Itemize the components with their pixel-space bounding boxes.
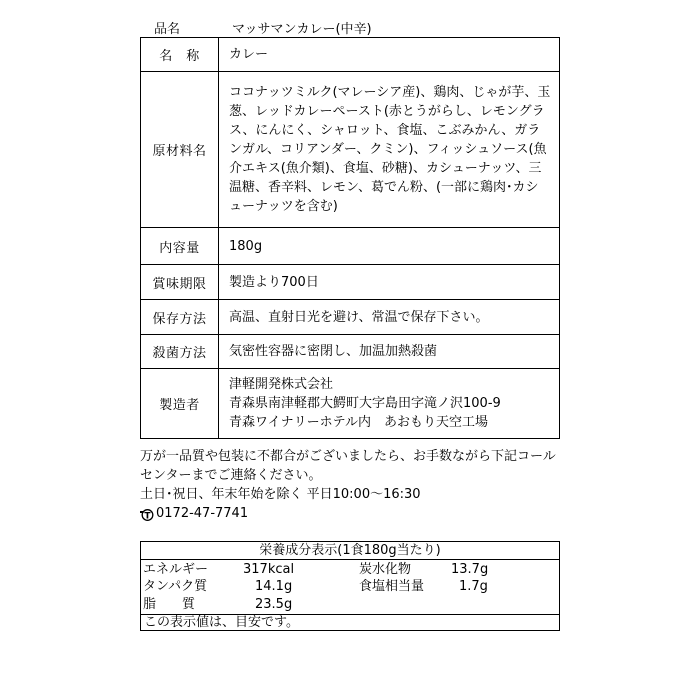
table-row (141, 369, 560, 439)
nutrition-table (140, 541, 560, 631)
nutrition-row (141, 596, 559, 613)
field-label: 保存方法 (141, 300, 219, 335)
table-row (141, 72, 560, 228)
contact-tel-number: 0172-47-7741 (156, 506, 249, 521)
manufacturer-facility: 青森ワイナリーホテル内 あおもり天空工場 (229, 415, 488, 430)
field-value: 製造より700日 (219, 265, 560, 300)
field-label: 原材料名 (141, 72, 219, 228)
nutrition-note: この表示値は、目安です。 (141, 614, 559, 630)
field-value: 180g (219, 228, 560, 265)
table-row (141, 265, 560, 300)
nutrition-row (141, 578, 559, 595)
svg-text:T: T (144, 511, 151, 521)
contact-message: 万が一品質や包装に不都合がございましたら、お手数ながら下記コールセンターまでご連絡ください。 (140, 449, 556, 483)
telephone-icon (140, 508, 155, 520)
manufacturer-address: 青森県南津軽郡大鰐町大字島田字滝ノ沢100-9 (229, 396, 501, 411)
nutrient-value: 1.7g (459, 579, 488, 594)
contact-hours: 土日･祝日、年末年始を除く 平日10:00～16:30 (140, 487, 421, 502)
field-value: 高温、直射日光を避け、常温で保存下さい。 (219, 300, 560, 335)
field-value: カレー (219, 38, 560, 72)
field-value: 気密性容器に密閉し、加温加熱殺菌 (219, 335, 560, 369)
nutrient-label: 脂 質 (143, 597, 196, 612)
nutrient-label: 食塩相当量 (359, 579, 425, 594)
manufacturer-name: 津軽開発株式会社 (229, 377, 334, 392)
nutrient-label: エネルギー (143, 562, 209, 577)
nutrition-title: 栄養成分表示(1食180g当たり) (141, 542, 559, 560)
nutrient-label: 炭水化物 (359, 562, 412, 577)
manufacturer-value (219, 369, 560, 439)
nutrient-value: 23.5g (255, 597, 293, 612)
nutrient-value: 317kcal (243, 562, 295, 577)
nutrient-value: 13.7g (451, 562, 489, 577)
field-label: 賞味期限 (141, 265, 219, 300)
table-row (141, 300, 560, 335)
table-row (141, 335, 560, 369)
nutrient-value: 14.1g (255, 579, 293, 594)
product-name-row (140, 18, 560, 36)
field-label: 名 称 (141, 38, 219, 72)
field-label: 内容量 (141, 228, 219, 265)
product-name-label: 品名 (154, 22, 181, 37)
field-value: ココナッツミルク(マレーシア産)、鶏肉、じゃが芋、玉葱、レッドカレーペースト(赤とうがらし、レモングラス、にんにく、シャロット、食塩、こぶみかん、ガランガル、コリアンダー、クミン)、フィッシュソース(魚介エキス(魚介類)、食塩、砂糖)、カシューナッツ、三温糖、香辛料、レモン、葛でん粉、(一部に鶏肉･カシューナッツを含む) (219, 72, 560, 228)
table-row (141, 228, 560, 265)
field-label: 殺菌方法 (141, 335, 219, 369)
table-row (141, 38, 560, 72)
nutrient-label: タンパク質 (143, 579, 208, 594)
contact-tel-line (140, 504, 560, 523)
contact-info (140, 447, 560, 523)
product-name-value: マッサマンカレー(中辛) (232, 22, 372, 37)
field-label: 製造者 (141, 369, 219, 439)
label-table (140, 37, 560, 439)
nutrition-row (141, 561, 559, 578)
